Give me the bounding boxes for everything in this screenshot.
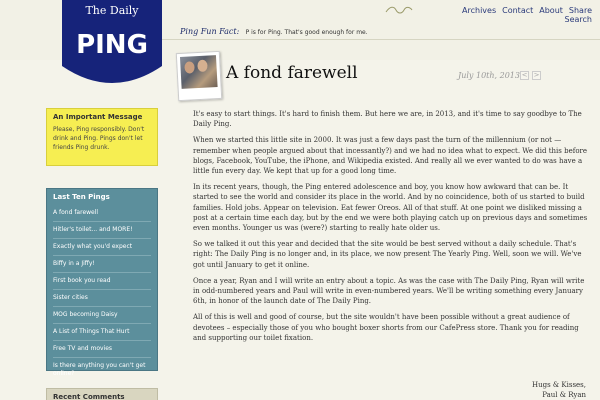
nav-search[interactable]: Search bbox=[564, 15, 592, 24]
fun-fact bbox=[180, 27, 368, 36]
post-paragraph: It's easy to start things. It's hard to finish them. But here we are, in 2013, and it's time to say goodbye to The Daily Ping. bbox=[193, 110, 582, 129]
ping-link[interactable]: Hitler's toilet... and MORE! bbox=[53, 222, 151, 239]
important-message-body: Please, Ping responsibly. Don't drink and Ping. Pings don't let friends Ping drunk. bbox=[53, 126, 145, 151]
ping-link[interactable]: A fond farewell bbox=[53, 205, 151, 222]
fun-fact-text: P is for Ping. That's good enough for me. bbox=[245, 29, 368, 36]
nav-share[interactable]: Share bbox=[568, 6, 592, 15]
nav-about[interactable]: About bbox=[539, 6, 563, 15]
previous-post-button[interactable]: < bbox=[521, 71, 528, 79]
ping-link[interactable]: Is there anything you can't get online? bbox=[53, 362, 146, 377]
important-message-title: An Important Message bbox=[53, 113, 143, 121]
recent-comments-title: Recent Comments bbox=[53, 393, 125, 400]
site-logo[interactable] bbox=[62, 0, 162, 90]
ping-link[interactable]: Biffy in a Jiffy! bbox=[53, 256, 151, 273]
signoff-line: Paul & Ryan bbox=[542, 391, 586, 399]
post-date: July 10th, 2013 bbox=[458, 71, 520, 80]
last-ten-pings-list bbox=[47, 205, 157, 382]
post-paragraph: Once a year, Ryan and I will write an entry about a topic. As was the case with The Daily Ping, Ryan will write in odd-numbered years and Paul will write in even-numbered years. We'll be writing something every January 6th, in honor of the launch date of The Daily Ping. bbox=[193, 276, 585, 306]
ping-link[interactable]: MOG becoming Daisy bbox=[53, 307, 151, 324]
post-body bbox=[193, 109, 591, 349]
author-photo bbox=[176, 51, 222, 101]
ping-link[interactable]: Sister cities bbox=[53, 290, 151, 307]
post-paragraph: When we started this little site in 2000. It was just a few days past the turn of the millennium (or not — remember when people argued about that incessantly?) and we had no idea what to expect. We did this before blogs, Facebook, YouTube, the iPhone, and Wikipedia existed. And really all we ever wanted to do was have a little fun every day. We kept that up for a good long time. bbox=[193, 136, 588, 176]
post-paragraph: So we talked it out this year and decided that the site would be best served without a daily schedule. That's right: The Daily Ping is no longer and, in its place, we now present The Yearly Ping. Well, soon we will. We've got until January to get it online. bbox=[193, 240, 582, 269]
important-message-box bbox=[46, 108, 158, 166]
ping-link[interactable]: Exactly what you'd expect bbox=[53, 239, 151, 256]
header-divider bbox=[160, 39, 600, 40]
nav-archives[interactable]: Archives bbox=[462, 6, 497, 15]
nav-contact[interactable]: Contact bbox=[502, 6, 534, 15]
last-ten-pings-box bbox=[46, 188, 158, 377]
ping-link[interactable]: A List of Things That Hurt bbox=[53, 324, 151, 341]
ping-link[interactable]: First book you read bbox=[53, 273, 151, 290]
top-nav bbox=[462, 6, 592, 15]
last-ten-pings-title: Last Ten Pings bbox=[53, 193, 110, 201]
recent-comments-box bbox=[46, 388, 158, 400]
post-paragraph: In its recent years, though, the Ping entered adolescence and boy, you know how awkward that can be. It started to see the world and consider its place in the world. And by no coincidence, both of us started to build families. Hold jobs. Appear on television. Eat fewer Oreos. All of that stuff. At one point we disliked missing a post at a certain time each day, but by the end we were both playing catch up on previous days and sometimes even months. Younger us was (were?) starting to really hate older us. bbox=[193, 183, 588, 233]
logo-name: PING bbox=[76, 30, 148, 60]
signoff-line: Hugs & Kisses, bbox=[532, 381, 586, 389]
post-paragraph: All of this is well and good of course, but the site wouldn't have been possible without a great audience of devotees – especially those of you who bought boxer shorts from our CafePress store. Thank you for reading and supporting our toilet fixation. bbox=[193, 313, 579, 342]
ping-link[interactable]: Free TV and movies bbox=[53, 341, 151, 358]
fun-fact-label: Ping Fun Fact: bbox=[180, 27, 240, 36]
logo-tagline: The Daily bbox=[85, 4, 139, 17]
post-title[interactable]: A fond farewell bbox=[226, 63, 358, 83]
post-signoff bbox=[532, 380, 586, 400]
swirl-ornament-icon bbox=[384, 4, 414, 16]
next-post-button[interactable]: > bbox=[533, 71, 540, 79]
